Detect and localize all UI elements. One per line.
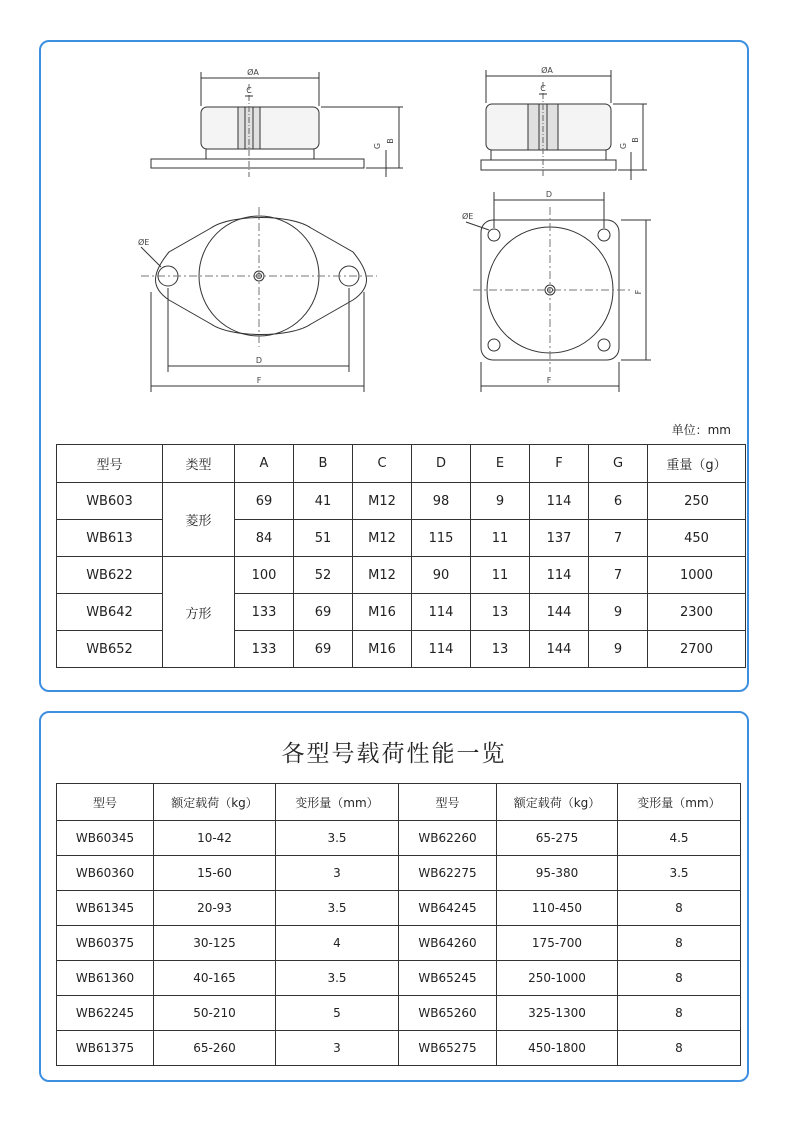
header-cell: 型号: [399, 784, 497, 821]
value-cell: 7: [589, 520, 648, 557]
header-cell: F: [530, 445, 589, 483]
value-cell: 144: [530, 631, 589, 668]
header-cell: C: [353, 445, 412, 483]
dim-label-phi-e: ØE: [138, 238, 150, 247]
load-cell: 50-210: [154, 996, 276, 1031]
load-cell: 20-93: [154, 891, 276, 926]
header-cell: 额定载荷（kg）: [497, 784, 618, 821]
value-cell: 250: [648, 483, 746, 520]
spec-table: [56, 444, 746, 668]
type-cell: 菱形: [163, 483, 235, 557]
load-cell: 175-700: [497, 926, 618, 961]
model-cell: WB64245: [399, 891, 497, 926]
value-cell: 84: [235, 520, 294, 557]
value-cell: 450: [648, 520, 746, 557]
deform-cell: 8: [618, 1031, 741, 1066]
load-cell: 325-1300: [497, 996, 618, 1031]
table-row: [57, 926, 741, 961]
deform-cell: 4.5: [618, 821, 741, 856]
value-cell: 69: [294, 631, 353, 668]
deform-cell: 8: [618, 961, 741, 996]
header-cell: 型号: [57, 784, 154, 821]
value-cell: 13: [471, 594, 530, 631]
header-cell: 重量（g）: [648, 445, 746, 483]
model-cell: WB62275: [399, 856, 497, 891]
dim-label-f: F: [256, 376, 262, 385]
load-cell: 15-60: [154, 856, 276, 891]
value-cell: 114: [412, 631, 471, 668]
header-cell: 变形量（mm）: [618, 784, 741, 821]
header-cell: 变形量（mm）: [276, 784, 399, 821]
model-cell: WB613: [57, 520, 163, 557]
value-cell: 2300: [648, 594, 746, 631]
table-row: [57, 856, 741, 891]
value-cell: 11: [471, 520, 530, 557]
value-cell: 98: [412, 483, 471, 520]
value-cell: 100: [235, 557, 294, 594]
model-cell: WB642: [57, 594, 163, 631]
deform-cell: 8: [618, 891, 741, 926]
table-row: [57, 594, 746, 631]
model-cell: WB65260: [399, 996, 497, 1031]
value-cell: 9: [589, 594, 648, 631]
model-cell: WB61375: [57, 1031, 154, 1066]
value-cell: 137: [530, 520, 589, 557]
load-cell: 450-1800: [497, 1031, 618, 1066]
deform-cell: 3: [276, 856, 399, 891]
value-cell: 144: [530, 594, 589, 631]
table-row: [57, 1031, 741, 1066]
load-cell: 40-165: [154, 961, 276, 996]
unit-label: 单位：mm: [671, 423, 731, 437]
technical-drawing: [41, 42, 747, 412]
deform-cell: 3.5: [276, 891, 399, 926]
dim-label-c: C: [246, 86, 252, 95]
dim-label-phi-a: ØA: [247, 68, 259, 77]
deform-cell: 8: [618, 996, 741, 1031]
value-cell: 114: [530, 557, 589, 594]
header-cell: 额定载荷（kg）: [154, 784, 276, 821]
deform-cell: 5: [276, 996, 399, 1031]
header-cell: 型号: [57, 445, 163, 483]
value-cell: M12: [353, 520, 412, 557]
model-cell: WB65275: [399, 1031, 497, 1066]
load-cell: 250-1000: [497, 961, 618, 996]
value-cell: 6: [589, 483, 648, 520]
model-cell: WB60360: [57, 856, 154, 891]
header-cell: G: [589, 445, 648, 483]
dim-label-b: B: [386, 138, 395, 144]
header-cell: D: [412, 445, 471, 483]
deform-cell: 3: [276, 1031, 399, 1066]
value-cell: M12: [353, 483, 412, 520]
table-row: [57, 631, 746, 668]
model-cell: WB65245: [399, 961, 497, 996]
value-cell: 9: [471, 483, 530, 520]
spec-panel: [39, 40, 749, 692]
value-cell: M16: [353, 631, 412, 668]
model-cell: WB652: [57, 631, 163, 668]
table-row: [57, 821, 741, 856]
spec-table-header: [57, 445, 746, 483]
value-cell: 7: [589, 557, 648, 594]
model-cell: WB62245: [57, 996, 154, 1031]
deform-cell: 3.5: [276, 961, 399, 996]
value-cell: 114: [412, 594, 471, 631]
dim-label-c-2: C: [540, 84, 546, 93]
load-panel: [39, 711, 749, 1082]
deform-cell: 8: [618, 926, 741, 961]
square-plan-view: [466, 192, 651, 392]
value-cell: 9: [589, 631, 648, 668]
table-row: [57, 996, 741, 1031]
value-cell: 90: [412, 557, 471, 594]
model-cell: WB603: [57, 483, 163, 520]
diamond-side-view: [151, 72, 403, 177]
load-cell: 10-42: [154, 821, 276, 856]
value-cell: 11: [471, 557, 530, 594]
dim-label-f-3: F: [634, 289, 643, 295]
dim-label-b-2: B: [631, 137, 640, 143]
load-cell: 65-260: [154, 1031, 276, 1066]
model-cell: WB61360: [57, 961, 154, 996]
model-cell: WB64260: [399, 926, 497, 961]
dim-label-d-2: D: [545, 190, 553, 199]
header-cell: E: [471, 445, 530, 483]
header-cell: B: [294, 445, 353, 483]
value-cell: 13: [471, 631, 530, 668]
dim-label-f-2: F: [546, 376, 552, 385]
value-cell: 69: [294, 594, 353, 631]
load-table-header: [57, 784, 741, 821]
type-cell: 方形: [163, 557, 235, 668]
dim-label-g-2: G: [619, 142, 628, 150]
value-cell: 1000: [648, 557, 746, 594]
table-row: [57, 557, 746, 594]
load-table: [56, 783, 741, 1066]
dim-label-phi-e-2: ØE: [462, 212, 474, 221]
value-cell: 115: [412, 520, 471, 557]
value-cell: 114: [530, 483, 589, 520]
model-cell: WB60345: [57, 821, 154, 856]
table-row: [57, 520, 746, 557]
load-cell: 95-380: [497, 856, 618, 891]
model-cell: WB622: [57, 557, 163, 594]
value-cell: 41: [294, 483, 353, 520]
value-cell: 51: [294, 520, 353, 557]
value-cell: M12: [353, 557, 412, 594]
load-section-title: 各型号载荷性能一览: [281, 741, 507, 767]
deform-cell: 3.5: [618, 856, 741, 891]
value-cell: 2700: [648, 631, 746, 668]
load-cell: 30-125: [154, 926, 276, 961]
dim-label-g: G: [373, 142, 382, 150]
value-cell: M16: [353, 594, 412, 631]
deform-cell: 4: [276, 926, 399, 961]
model-cell: WB61345: [57, 891, 154, 926]
value-cell: 133: [235, 631, 294, 668]
value-cell: 52: [294, 557, 353, 594]
value-cell: 69: [235, 483, 294, 520]
dim-label-phi-a-2: ØA: [541, 66, 553, 75]
load-cell: 65-275: [497, 821, 618, 856]
header-cell: A: [235, 445, 294, 483]
square-side-view: [481, 70, 647, 180]
deform-cell: 3.5: [276, 821, 399, 856]
table-row: [57, 891, 741, 926]
table-row: [57, 483, 746, 520]
model-cell: WB60375: [57, 926, 154, 961]
value-cell: 133: [235, 594, 294, 631]
header-cell: 类型: [163, 445, 235, 483]
table-row: [57, 961, 741, 996]
load-cell: 110-450: [497, 891, 618, 926]
dim-label-d: D: [255, 356, 263, 365]
model-cell: WB62260: [399, 821, 497, 856]
